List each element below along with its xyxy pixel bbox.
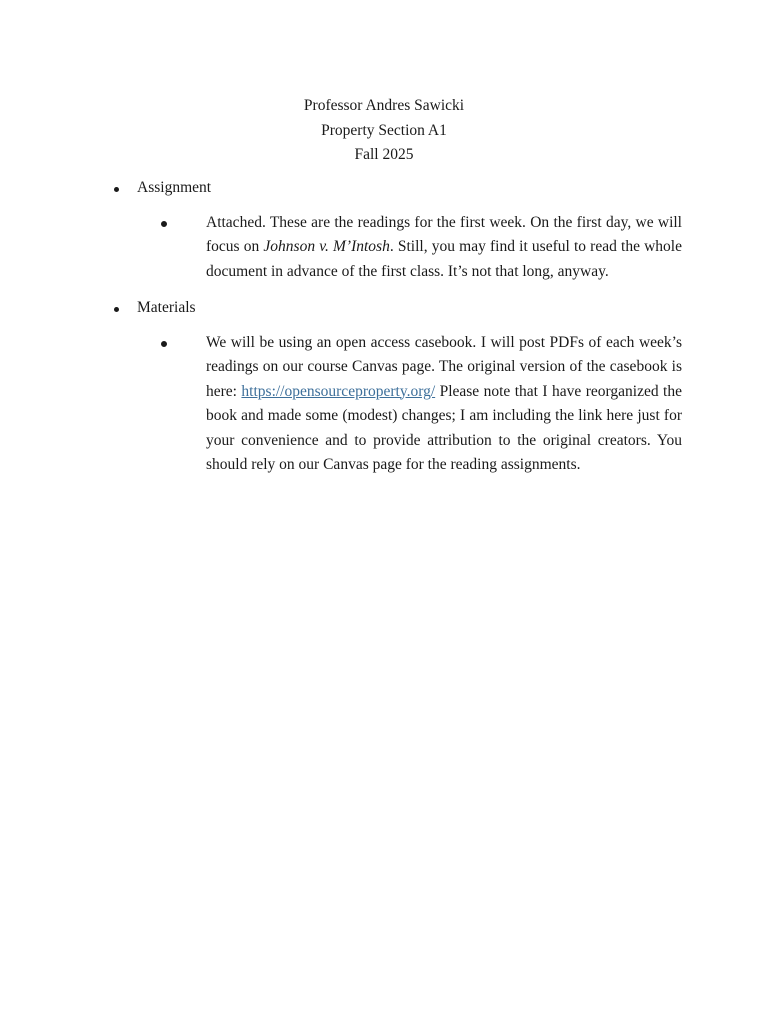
assignment-heading: Assignment xyxy=(137,179,212,196)
outline-item-materials xyxy=(112,296,682,478)
term: Fall 2025 xyxy=(354,146,414,163)
assignment-text-before-case: Attached. These are the readings for the first week. On the first day, we will focus on xyxy=(206,213,682,255)
outline-list xyxy=(112,176,682,488)
materials-detail xyxy=(161,331,682,478)
materials-text xyxy=(206,331,682,478)
assignment-text-after-case: . Still, you may find it useful to read the whole document in advance of the first class. It’s not that long, anyway. xyxy=(206,238,682,280)
assignment-detail xyxy=(161,211,682,285)
case-name: Johnson v. M’Intosh xyxy=(263,238,390,255)
materials-text-before-link: We will be using an open access casebook. I will post PDFs of each week’s readings on our course Canvas page. The original version of the casebook is here: xyxy=(206,333,682,400)
assignment-text xyxy=(206,211,682,285)
casebook-link[interactable]: https://opensourceproperty.org/ xyxy=(241,382,436,400)
course-section: Property Section A1 xyxy=(321,121,447,139)
outline-item-assignment xyxy=(112,176,682,284)
professor-name: Professor Andres Sawicki xyxy=(303,97,465,114)
document-header xyxy=(0,94,768,168)
materials-text-after-link: Please note that I have reorganized the book and made some (modest) changes; I am including the link here just for your convenience and to provide attribution to the original creators. You should rely on our Canvas page for the reading assignments. xyxy=(206,382,682,473)
materials-heading: Materials xyxy=(137,299,196,316)
